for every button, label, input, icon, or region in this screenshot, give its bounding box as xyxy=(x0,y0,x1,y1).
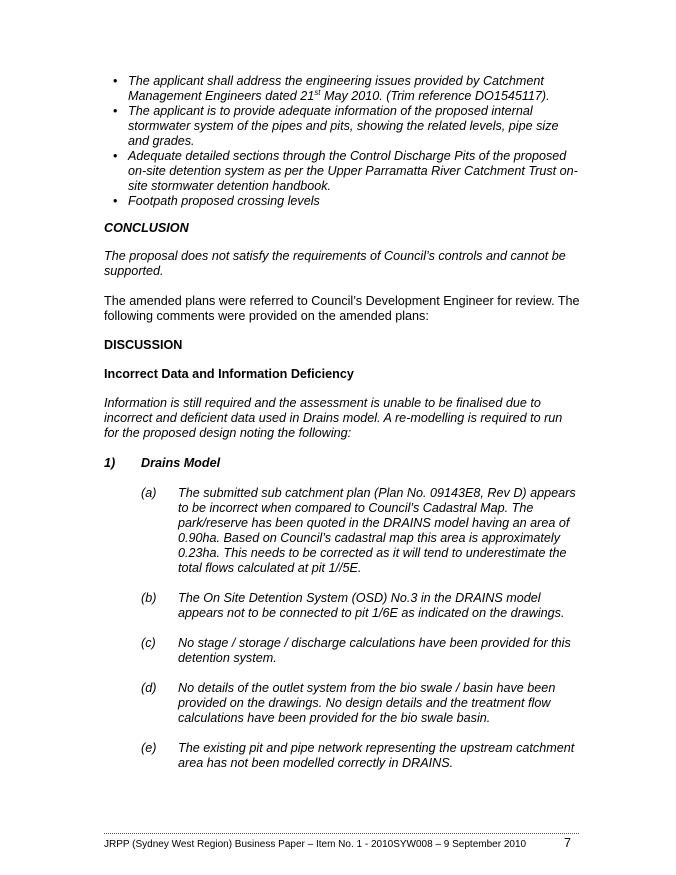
footer-divider xyxy=(104,833,579,834)
bullet-item xyxy=(104,104,580,149)
item-text: The submitted sub catchment plan (Plan No. 09143E8, Rev D) appears to be incorrect when compared to Council’s Cadastral Map. The park/reserve has been quoted in the DRAINS model having an area of 0.90ha. Based on Council’s cadastral map this area is approximately 0.23ha. This needs to be corrected as it will tend to underestimate the total flows calculated at pit 1//5E. xyxy=(178,486,576,575)
bullet-item xyxy=(104,74,580,104)
bullet-symbol: • xyxy=(113,104,118,118)
drains-item xyxy=(104,681,580,726)
bullet-superscript: st xyxy=(314,88,321,97)
bullet-text-start: The applicant shall address the engineering issues provided by Catchment Management Engineers dated 21 xyxy=(128,74,544,103)
discussion-heading: DISCUSSION xyxy=(104,338,183,352)
bullet-text-end: May 2010. (Trim reference DO1545117). xyxy=(320,89,550,103)
bullet-symbol: • xyxy=(113,194,118,208)
drains-item xyxy=(104,591,580,621)
drains-item xyxy=(104,486,580,576)
item-text: No details of the outlet system from the bio swale / basin have been provided on the drawings. No design details and the treatment flow calculations have been provided for the bio swale basin. xyxy=(178,681,556,725)
drains-item xyxy=(104,636,580,666)
bullet-item xyxy=(104,149,580,194)
item-text: The On Site Detention System (OSD) No.3 in the DRAINS model appears not to be connected to pit 1/6E as indicated on the drawings. xyxy=(178,591,565,620)
amended-plans-paragraph: The amended plans were referred to Council’s Development Engineer for review. The following comments were provided on the amended plans: xyxy=(104,294,580,323)
bullet-symbol: • xyxy=(113,74,118,88)
item-letter: (a) xyxy=(141,486,157,500)
requirements-bullet-list xyxy=(104,74,580,209)
bullet-text: The applicant is to provide adequate information of the proposed internal stormwater system of the pipes and pits, showing the related levels, pipe size and grades. xyxy=(128,104,559,148)
item-letter: (e) xyxy=(141,741,157,755)
conclusion-heading: CONCLUSION xyxy=(104,221,189,235)
bullet-text: Adequate detailed sections through the Control Discharge Pits of the proposed on-site detention system as per the Upper Parramatta River Catchment Trust on-site stormwater detention handbook. xyxy=(128,149,578,193)
bullet-item xyxy=(104,194,580,209)
drains-item xyxy=(104,741,580,771)
page-content xyxy=(104,74,580,771)
information-paragraph: Information is still required and the assessment is unable to be finalised due to incorrect and deficient data used in Drains model. A re-modelling is required to run for the proposed design noting the following: xyxy=(104,396,563,440)
drains-model-heading xyxy=(104,456,580,471)
section-number: 1) xyxy=(104,456,116,470)
item-letter: (b) xyxy=(141,591,157,605)
bullet-text: Footpath proposed crossing levels xyxy=(128,194,320,208)
item-text: The existing pit and pipe network representing the upstream catchment area has not been modelled correctly in DRAINS. xyxy=(178,741,575,770)
footer-text: JRPP (Sydney West Region) Business Paper – Item No. 1 - 2010SYW008 – 9 September 2010 xyxy=(104,839,527,850)
section-title: Drains Model xyxy=(141,456,221,470)
item-letter: (d) xyxy=(141,681,157,695)
item-text: No stage / storage / discharge calculations have been provided for this detention system. xyxy=(178,636,571,665)
incorrect-data-subheading: Incorrect Data and Information Deficiency xyxy=(104,367,354,381)
item-letter: (c) xyxy=(141,636,156,650)
conclusion-paragraph: The proposal does not satisfy the requirements of Council’s controls and cannot be supported. xyxy=(104,249,566,278)
bullet-symbol: • xyxy=(113,149,118,163)
page-number: 7 xyxy=(564,836,572,850)
